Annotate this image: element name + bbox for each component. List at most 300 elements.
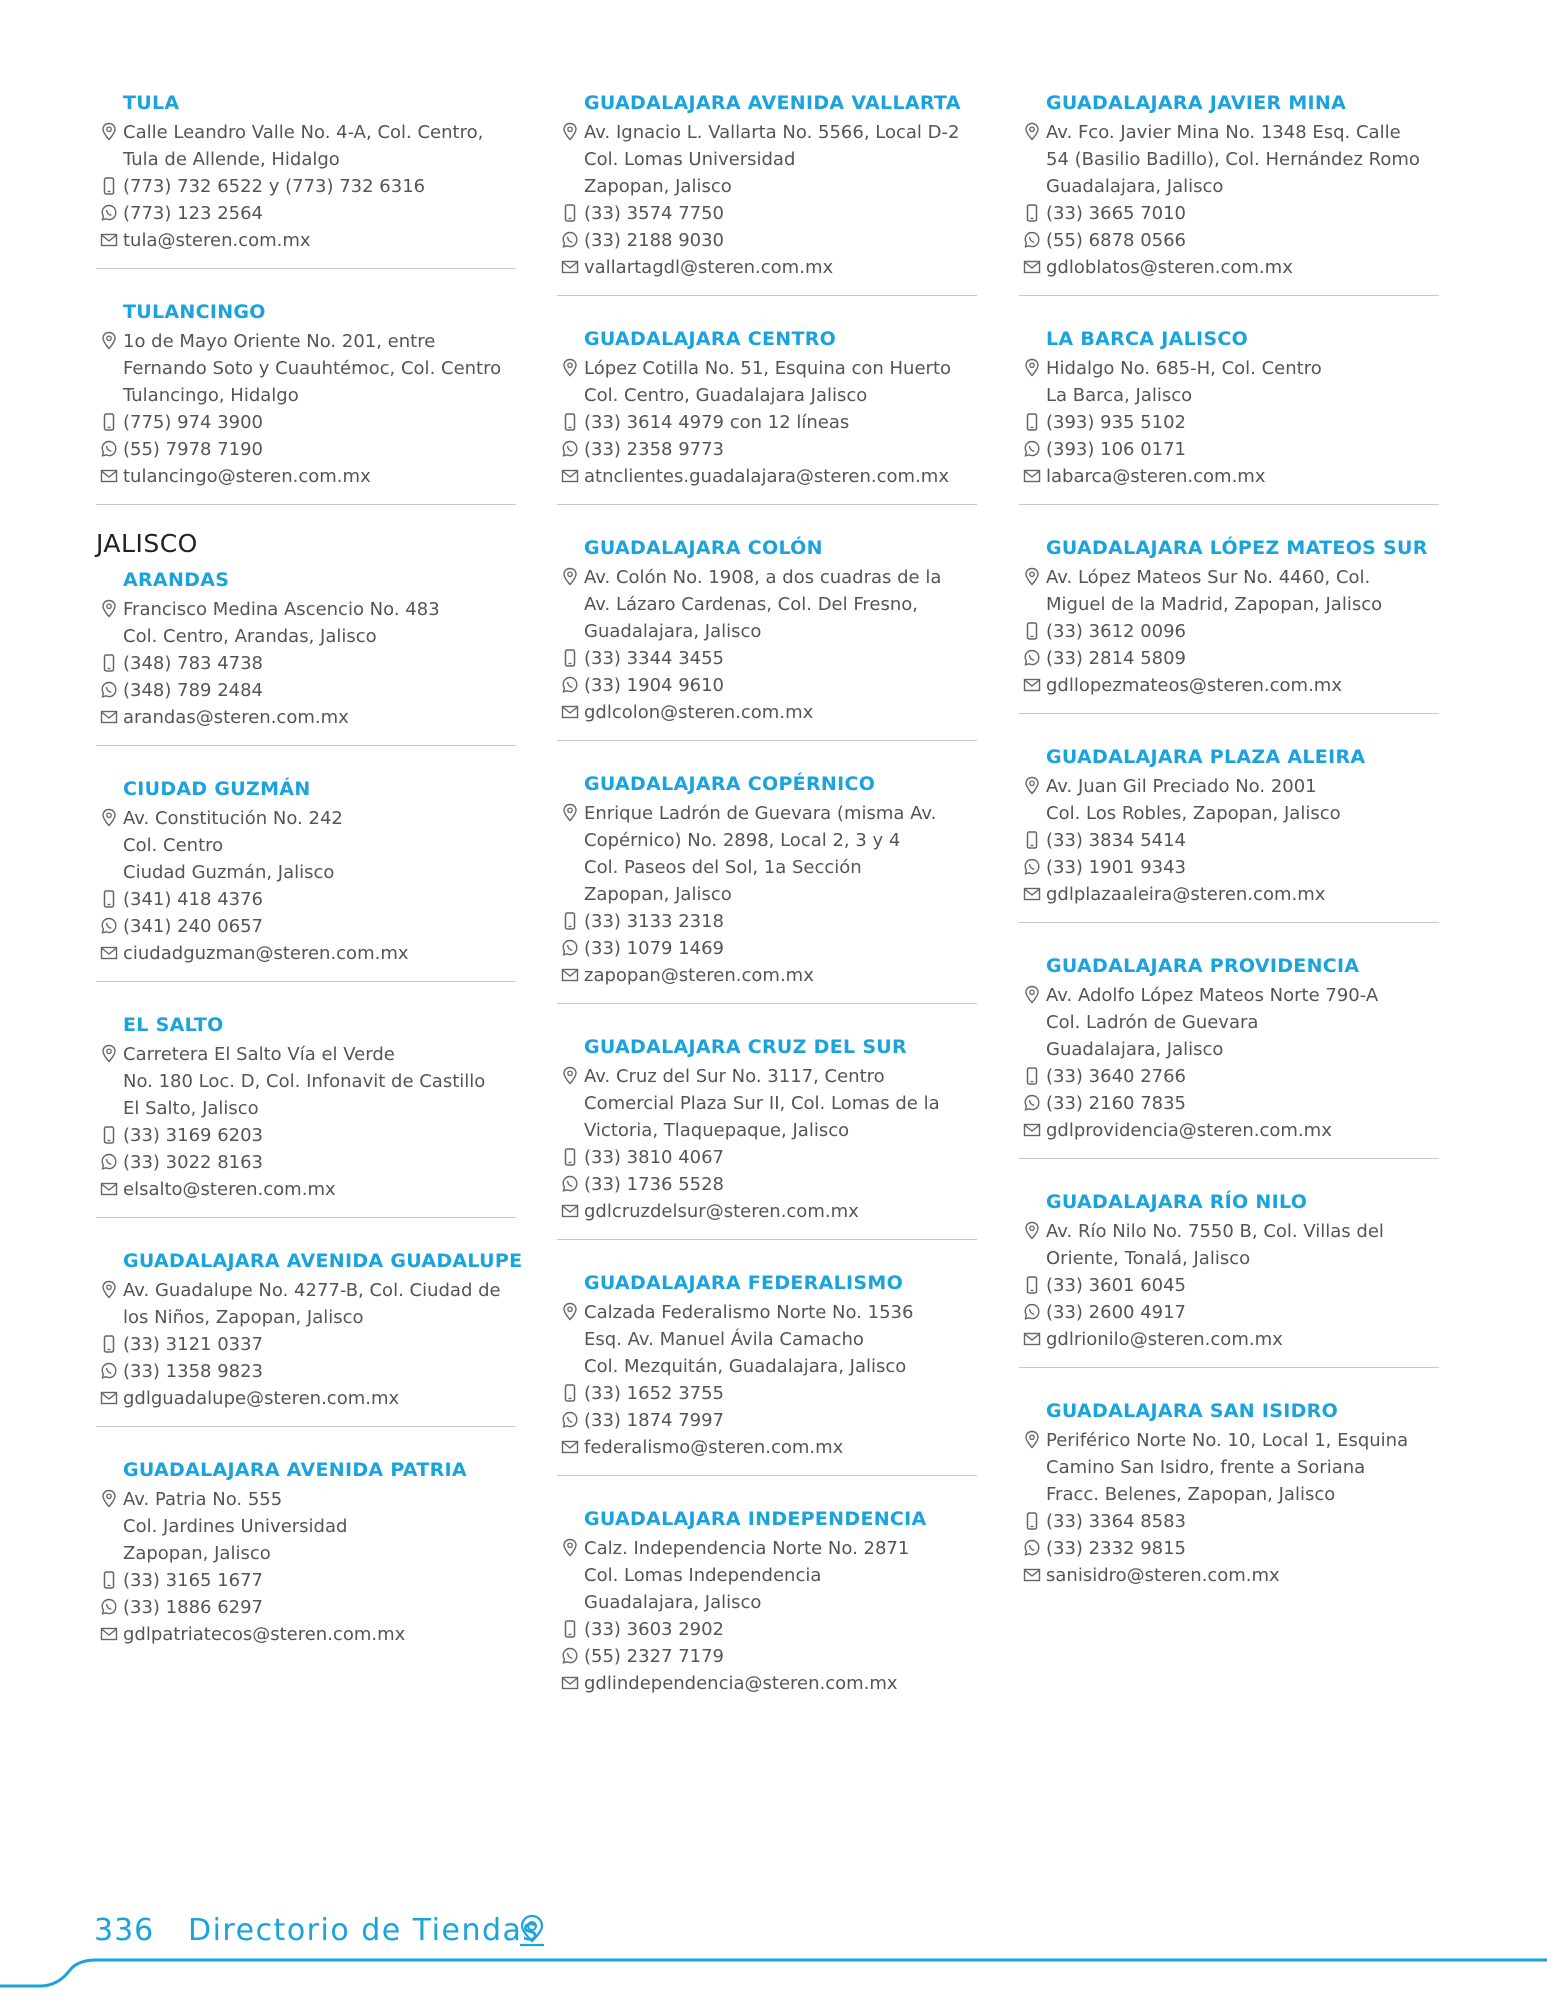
- store-phone: [123, 1567, 516, 1594]
- envelope-icon: [561, 1437, 579, 1457]
- location-pin-icon: [561, 1538, 579, 1558]
- address-line: Calz. Independencia Norte No. 2871: [584, 1538, 910, 1559]
- store-whatsapp: [123, 913, 516, 940]
- whatsapp-icon: [100, 1152, 118, 1172]
- store-name: GUADALAJARA COLÓN: [584, 537, 823, 559]
- envelope-icon: [561, 257, 579, 277]
- store-email-text[interactable]: federalismo@steren.com.mx: [584, 1437, 844, 1458]
- store-email-text[interactable]: gdlplazaaleira@steren.com.mx: [1046, 884, 1326, 905]
- phone-icon: [100, 653, 118, 673]
- envelope-icon: [100, 1388, 118, 1408]
- envelope-icon: [561, 466, 579, 486]
- store-email-text[interactable]: gdloblatos@steren.com.mx: [1046, 257, 1293, 278]
- store-address: [1046, 773, 1439, 827]
- store-email[interactable]: [584, 254, 977, 281]
- store-name: GUADALAJARA PROVIDENCIA: [1046, 955, 1360, 977]
- address-line: Col. Centro: [123, 835, 224, 856]
- address-line: Av. Río Nilo No. 7550 B, Col. Villas del: [1046, 1221, 1384, 1242]
- address-line: Enrique Ladrón de Guevara (misma Av.: [584, 803, 937, 824]
- store-whatsapp: [1046, 436, 1439, 463]
- store-email-text[interactable]: gdllopezmateos@steren.com.mx: [1046, 675, 1342, 696]
- phone-icon: [561, 203, 579, 223]
- store-phone-text: (775) 974 3900: [123, 412, 264, 433]
- store-address: [584, 355, 977, 409]
- store-address: [123, 1277, 516, 1331]
- phone-icon: [100, 412, 118, 432]
- store-name: GUADALAJARA RÍO NILO: [1046, 1191, 1308, 1213]
- address-line: Av. Constitución No. 242: [123, 808, 343, 829]
- store-entry: [1019, 1398, 1439, 1603]
- store-name: LA BARCA JALISCO: [1046, 328, 1249, 350]
- address-line: Guadalajara, Jalisco: [1046, 1039, 1224, 1060]
- store-whatsapp-text: (55) 6878 0566: [1046, 230, 1187, 251]
- store-entry: [557, 1034, 977, 1240]
- store-whatsapp: [123, 677, 516, 704]
- store-address: [1046, 1427, 1439, 1508]
- address-line: Fracc. Belenes, Zapopan, Jalisco: [1046, 1484, 1336, 1505]
- address-line: Col. Mezquitán, Guadalajara, Jalisco: [584, 1356, 907, 1377]
- store-email-text[interactable]: vallartagdl@steren.com.mx: [584, 257, 834, 278]
- store-email[interactable]: [1046, 672, 1439, 699]
- store-entry: [557, 326, 977, 505]
- store-whatsapp: [584, 672, 977, 699]
- address-line: Carretera El Salto Vía el Verde: [123, 1044, 395, 1065]
- store-whatsapp-text: (55) 2327 7179: [584, 1646, 725, 1667]
- address-line: Hidalgo No. 685-H, Col. Centro: [1046, 358, 1322, 379]
- phone-icon: [1023, 1066, 1041, 1086]
- store-address: [1046, 564, 1439, 618]
- store-whatsapp: [123, 200, 516, 227]
- store-phone: [123, 173, 516, 200]
- store-email-text[interactable]: arandas@steren.com.mx: [123, 707, 349, 728]
- location-pin-icon: [561, 122, 579, 142]
- envelope-icon: [1023, 1120, 1041, 1140]
- store-entry: [96, 90, 516, 269]
- location-pin-icon: [1023, 1221, 1041, 1241]
- address-line: Av. Cruz del Sur No. 3117, Centro: [584, 1066, 885, 1087]
- address-line: Av. Lázaro Cardenas, Col. Del Fresno,: [584, 594, 919, 615]
- store-phone-text: (393) 935 5102: [1046, 412, 1187, 433]
- page-number: 336: [94, 1913, 155, 1948]
- address-line: Av. Fco. Javier Mina No. 1348 Esq. Calle: [1046, 122, 1401, 143]
- store-whatsapp: [584, 1407, 977, 1434]
- store-name: GUADALAJARA PLAZA ALEIRA: [1046, 746, 1366, 768]
- phone-icon: [1023, 203, 1041, 223]
- store-entry: [96, 567, 516, 746]
- store-email-text[interactable]: tulancingo@steren.com.mx: [123, 466, 371, 487]
- store-phone-text: (33) 3133 2318: [584, 911, 725, 932]
- store-name: GUADALAJARA SAN ISIDRO: [1046, 1400, 1339, 1422]
- store-address: [584, 1299, 977, 1380]
- store-whatsapp-text: (33) 1079 1469: [584, 938, 725, 959]
- store-entry: [557, 90, 977, 296]
- store-whatsapp-text: (33) 1874 7997: [584, 1410, 725, 1431]
- store-entry: [1019, 744, 1439, 923]
- store-name: TULANCINGO: [123, 301, 266, 323]
- envelope-icon: [561, 1201, 579, 1221]
- store-email[interactable]: [1046, 1117, 1439, 1144]
- location-pin-icon: [1023, 1430, 1041, 1450]
- address-line: Col. Lomas Universidad: [584, 149, 796, 170]
- store-phone-text: (33) 3344 3455: [584, 648, 725, 669]
- location-pin-icon: [1023, 122, 1041, 142]
- address-line: La Barca, Jalisco: [1046, 385, 1193, 406]
- store-whatsapp-text: (33) 1901 9343: [1046, 857, 1187, 878]
- store-phone-text: (348) 783 4738: [123, 653, 264, 674]
- store-name: CIUDAD GUZMÁN: [123, 778, 311, 800]
- store-entry: [557, 771, 977, 1004]
- store-email-text[interactable]: sanisidro@steren.com.mx: [1046, 1565, 1280, 1586]
- store-entry: [1019, 1189, 1439, 1368]
- store-email[interactable]: [1046, 254, 1439, 281]
- phone-icon: [561, 648, 579, 668]
- map-pin-icon: [518, 1914, 546, 1948]
- address-line: Copérnico) No. 2898, Local 2, 3 y 4: [584, 830, 901, 851]
- envelope-icon: [100, 1179, 118, 1199]
- envelope-icon: [1023, 1565, 1041, 1585]
- phone-icon: [561, 1147, 579, 1167]
- address-line: Zapopan, Jalisco: [584, 176, 732, 197]
- envelope-icon: [100, 707, 118, 727]
- envelope-icon: [1023, 257, 1041, 277]
- directory-column: [557, 90, 977, 1741]
- store-directory: [0, 90, 1547, 1810]
- store-phone: [584, 1144, 977, 1171]
- address-line: Tula de Allende, Hidalgo: [123, 149, 340, 170]
- location-pin-icon: [100, 1280, 118, 1300]
- store-phone-text: (33) 3165 1677: [123, 1570, 264, 1591]
- store-email[interactable]: [584, 1434, 977, 1461]
- store-phone-text: (33) 3121 0337: [123, 1334, 264, 1355]
- store-email[interactable]: [123, 940, 516, 967]
- store-phone: [123, 1331, 516, 1358]
- address-line: Av. Adolfo López Mateos Norte 790-A: [1046, 985, 1379, 1006]
- store-entry: [96, 1248, 523, 1427]
- store-name: GUADALAJARA LÓPEZ MATEOS SUR: [1046, 537, 1428, 559]
- store-email[interactable]: [123, 1176, 516, 1203]
- store-phone-text: (33) 3612 0096: [1046, 621, 1187, 642]
- location-pin-icon: [561, 803, 579, 823]
- store-name: GUADALAJARA CRUZ DEL SUR: [584, 1036, 907, 1058]
- store-name: GUADALAJARA AVENIDA VALLARTA: [584, 92, 961, 114]
- store-whatsapp: [584, 935, 977, 962]
- store-phone: [123, 650, 516, 677]
- whatsapp-icon: [1023, 1538, 1041, 1558]
- whatsapp-icon: [100, 1361, 118, 1381]
- store-phone-text: (33) 3640 2766: [1046, 1066, 1187, 1087]
- address-line: Av. Colón No. 1908, a dos cuadras de la: [584, 567, 942, 588]
- whatsapp-icon: [561, 938, 579, 958]
- store-whatsapp-text: (33) 2358 9773: [584, 439, 725, 460]
- store-name: TULA: [123, 92, 180, 114]
- store-email-text[interactable]: elsalto@steren.com.mx: [123, 1179, 336, 1200]
- store-email[interactable]: [1046, 881, 1439, 908]
- address-line: Guadalajara, Jalisco: [584, 621, 762, 642]
- store-phone: [1046, 1063, 1439, 1090]
- directory-column: [96, 90, 523, 1692]
- address-line: Av. Ignacio L. Vallarta No. 5566, Local D-2: [584, 122, 960, 143]
- address-line: Comercial Plaza Sur II, Col. Lomas de la: [584, 1093, 940, 1114]
- whatsapp-icon: [100, 439, 118, 459]
- directory-column: [1019, 90, 1439, 1633]
- store-entry: [1019, 90, 1439, 296]
- address-line: Av. López Mateos Sur No. 4460, Col.: [1046, 567, 1371, 588]
- store-email-text[interactable]: atnclientes.guadalajara@steren.com.mx: [584, 466, 949, 487]
- phone-icon: [1023, 1511, 1041, 1531]
- envelope-icon: [1023, 466, 1041, 486]
- phone-icon: [1023, 621, 1041, 641]
- store-phone-text: (33) 3601 6045: [1046, 1275, 1187, 1296]
- address-line: Col. Centro, Guadalajara Jalisco: [584, 385, 868, 406]
- whatsapp-icon: [1023, 1093, 1041, 1113]
- store-whatsapp-text: (33) 1736 5528: [584, 1174, 725, 1195]
- whatsapp-icon: [561, 1646, 579, 1666]
- store-phone-text: (33) 1652 3755: [584, 1383, 725, 1404]
- store-whatsapp-text: (33) 3022 8163: [123, 1152, 264, 1173]
- store-whatsapp: [1046, 1090, 1439, 1117]
- address-line: los Niños, Zapopan, Jalisco: [123, 1307, 364, 1328]
- store-whatsapp-text: (33) 2814 5809: [1046, 648, 1187, 669]
- store-email[interactable]: [584, 699, 977, 726]
- address-line: Francisco Medina Ascencio No. 483: [123, 599, 440, 620]
- store-phone: [1046, 409, 1439, 436]
- store-entry: [557, 1506, 977, 1711]
- address-line: Col. Ladrón de Guevara: [1046, 1012, 1259, 1033]
- address-line: Zapopan, Jalisco: [584, 884, 732, 905]
- location-pin-icon: [100, 808, 118, 828]
- envelope-icon: [561, 1673, 579, 1693]
- envelope-icon: [561, 965, 579, 985]
- location-pin-icon: [561, 567, 579, 587]
- whatsapp-icon: [1023, 648, 1041, 668]
- store-whatsapp: [584, 436, 977, 463]
- store-email-text[interactable]: gdlprovidencia@steren.com.mx: [1046, 1120, 1332, 1141]
- store-whatsapp: [1046, 227, 1439, 254]
- location-pin-icon: [1023, 358, 1041, 378]
- store-name: GUADALAJARA COPÉRNICO: [584, 773, 876, 795]
- phone-icon: [100, 889, 118, 909]
- store-address: [1046, 982, 1439, 1063]
- store-whatsapp: [1046, 645, 1439, 672]
- location-pin-icon: [561, 1066, 579, 1086]
- store-email[interactable]: [123, 463, 516, 490]
- store-whatsapp-text: (33) 1886 6297: [123, 1597, 264, 1618]
- store-email[interactable]: [584, 463, 977, 490]
- store-email-text[interactable]: gdlcruzdelsur@steren.com.mx: [584, 1201, 859, 1222]
- location-pin-icon: [561, 358, 579, 378]
- address-line: Col. Centro, Arandas, Jalisco: [123, 626, 377, 647]
- store-phone: [1046, 618, 1439, 645]
- store-phone: [123, 1122, 516, 1149]
- store-phone: [584, 200, 977, 227]
- store-entry: [557, 1270, 977, 1476]
- address-line: Miguel de la Madrid, Zapopan, Jalisco: [1046, 594, 1383, 615]
- location-pin-icon: [100, 122, 118, 142]
- whatsapp-icon: [561, 1174, 579, 1194]
- store-entry: [1019, 953, 1439, 1159]
- store-whatsapp-text: (55) 7978 7190: [123, 439, 264, 460]
- envelope-icon: [1023, 884, 1041, 904]
- store-phone: [123, 409, 516, 436]
- address-line: Zapopan, Jalisco: [123, 1543, 271, 1564]
- store-phone: [1046, 200, 1439, 227]
- store-phone-text: (341) 418 4376: [123, 889, 264, 910]
- address-line: Col. Lomas Independencia: [584, 1565, 822, 1586]
- store-whatsapp-text: (348) 789 2484: [123, 680, 264, 701]
- location-pin-icon: [1023, 776, 1041, 796]
- store-entry: [96, 1012, 516, 1218]
- phone-icon: [561, 412, 579, 432]
- store-address: [584, 800, 977, 908]
- store-whatsapp: [1046, 1535, 1439, 1562]
- store-whatsapp: [123, 1149, 516, 1176]
- phone-icon: [561, 1619, 579, 1639]
- address-line: Col. Jardines Universidad: [123, 1516, 348, 1537]
- store-address: [123, 1041, 516, 1122]
- store-name: GUADALAJARA INDEPENDENCIA: [584, 1508, 927, 1530]
- store-entry: [96, 776, 516, 982]
- store-name: GUADALAJARA JAVIER MINA: [1046, 92, 1347, 114]
- address-line: Av. Guadalupe No. 4277-B, Col. Ciudad de: [123, 1280, 501, 1301]
- store-whatsapp-text: (773) 123 2564: [123, 203, 264, 224]
- location-pin-icon: [100, 331, 118, 351]
- phone-icon: [1023, 1275, 1041, 1295]
- store-phone-text: (33) 3169 6203: [123, 1125, 264, 1146]
- store-name: GUADALAJARA AVENIDA PATRIA: [123, 1459, 467, 1481]
- store-phone: [1046, 827, 1439, 854]
- store-address: [1046, 355, 1439, 409]
- store-phone: [123, 886, 516, 913]
- store-address: [123, 805, 516, 886]
- address-line: Av. Juan Gil Preciado No. 2001: [1046, 776, 1317, 797]
- phone-icon: [1023, 830, 1041, 850]
- store-email-text[interactable]: ciudadguzman@steren.com.mx: [123, 943, 409, 964]
- address-line: Camino San Isidro, frente a Soriana: [1046, 1457, 1366, 1478]
- address-line: López Cotilla No. 51, Esquina con Huerto: [584, 358, 952, 379]
- store-email-text[interactable]: gdlrionilo@steren.com.mx: [1046, 1329, 1283, 1350]
- store-address: [1046, 119, 1439, 200]
- whatsapp-icon: [1023, 230, 1041, 250]
- phone-icon: [561, 1383, 579, 1403]
- store-whatsapp-text: (33) 2600 4917: [1046, 1302, 1187, 1323]
- store-name: GUADALAJARA FEDERALISMO: [584, 1272, 904, 1294]
- store-phone-text: (33) 3614 4979 con 12 líneas: [584, 412, 850, 433]
- location-pin-icon: [100, 599, 118, 619]
- store-phone-text: (33) 3364 8583: [1046, 1511, 1187, 1532]
- store-email[interactable]: [123, 1385, 516, 1412]
- whatsapp-icon: [561, 230, 579, 250]
- store-whatsapp: [123, 1358, 516, 1385]
- store-phone-text: (773) 732 6522 y (773) 732 6316: [123, 176, 426, 197]
- store-whatsapp-text: (33) 2160 7835: [1046, 1093, 1187, 1114]
- address-line: Periférico Norte No. 10, Local 1, Esquina: [1046, 1430, 1409, 1451]
- address-line: Guadalajara, Jalisco: [584, 1592, 762, 1613]
- store-name: ARANDAS: [123, 569, 230, 591]
- address-line: Col. Los Robles, Zapopan, Jalisco: [1046, 803, 1341, 824]
- location-pin-icon: [1023, 567, 1041, 587]
- address-line: Calle Leandro Valle No. 4-A, Col. Centro,: [123, 122, 484, 143]
- store-address: [584, 564, 977, 645]
- store-email-text[interactable]: gdlpatriatecos@steren.com.mx: [123, 1624, 406, 1645]
- store-email[interactable]: [123, 227, 516, 254]
- store-email-text[interactable]: gdlguadalupe@steren.com.mx: [123, 1388, 400, 1409]
- store-whatsapp-text: (33) 2332 9815: [1046, 1538, 1187, 1559]
- whatsapp-icon: [561, 439, 579, 459]
- store-entry: [96, 1457, 516, 1662]
- store-email-text[interactable]: zapopan@steren.com.mx: [584, 965, 814, 986]
- store-email[interactable]: [584, 1198, 977, 1225]
- location-pin-icon: [100, 1489, 118, 1509]
- store-whatsapp: [1046, 1299, 1439, 1326]
- store-name: GUADALAJARA CENTRO: [584, 328, 837, 350]
- store-whatsapp-text: (393) 106 0171: [1046, 439, 1187, 460]
- store-address: [584, 1535, 977, 1616]
- store-phone: [584, 1616, 977, 1643]
- envelope-icon: [1023, 1329, 1041, 1349]
- store-email[interactable]: [1046, 1562, 1439, 1589]
- whatsapp-icon: [100, 680, 118, 700]
- store-phone-text: (33) 3834 5414: [1046, 830, 1187, 851]
- store-phone: [1046, 1272, 1439, 1299]
- envelope-icon: [1023, 675, 1041, 695]
- store-phone-text: (33) 3665 7010: [1046, 203, 1187, 224]
- address-line: Col. Paseos del Sol, 1a Sección: [584, 857, 862, 878]
- store-email-text[interactable]: gdlindependencia@steren.com.mx: [584, 1673, 898, 1694]
- store-whatsapp: [584, 227, 977, 254]
- store-email[interactable]: [123, 1621, 516, 1648]
- envelope-icon: [100, 1624, 118, 1644]
- store-address: [123, 328, 516, 409]
- store-entry: [1019, 535, 1439, 714]
- store-email[interactable]: [123, 704, 516, 731]
- address-line: Oriente, Tonalá, Jalisco: [1046, 1248, 1251, 1269]
- store-entry: [1019, 326, 1439, 505]
- store-whatsapp-text: (33) 1358 9823: [123, 1361, 264, 1382]
- location-pin-icon: [561, 1302, 579, 1322]
- whatsapp-icon: [100, 1597, 118, 1617]
- store-entry: [557, 535, 977, 741]
- store-address: [123, 1486, 516, 1567]
- store-email-text[interactable]: gdlcolon@steren.com.mx: [584, 702, 814, 723]
- store-email-text[interactable]: labarca@steren.com.mx: [1046, 466, 1266, 487]
- address-line: El Salto, Jalisco: [123, 1098, 259, 1119]
- store-email-text[interactable]: tula@steren.com.mx: [123, 230, 311, 251]
- whatsapp-icon: [100, 203, 118, 223]
- phone-icon: [100, 1570, 118, 1590]
- whatsapp-icon: [561, 675, 579, 695]
- store-name: EL SALTO: [123, 1014, 224, 1036]
- store-phone: [584, 645, 977, 672]
- address-line: 54 (Basilio Badillo), Col. Hernández Romo: [1046, 149, 1420, 170]
- store-email[interactable]: [1046, 1326, 1439, 1353]
- phone-icon: [100, 1334, 118, 1354]
- store-email[interactable]: [584, 962, 977, 989]
- store-whatsapp-text: (33) 1904 9610: [584, 675, 725, 696]
- store-address: [1046, 1218, 1439, 1272]
- address-line: Guadalajara, Jalisco: [1046, 176, 1224, 197]
- address-line: Tulancingo, Hidalgo: [123, 385, 299, 406]
- phone-icon: [100, 176, 118, 196]
- store-email[interactable]: [584, 1670, 977, 1697]
- address-line: Ciudad Guzmán, Jalisco: [123, 862, 335, 883]
- address-line: Fernando Soto y Cuauhtémoc, Col. Centro: [123, 358, 502, 379]
- envelope-icon: [100, 230, 118, 250]
- location-pin-icon: [100, 1044, 118, 1064]
- envelope-icon: [100, 943, 118, 963]
- store-whatsapp: [123, 436, 516, 463]
- store-email[interactable]: [1046, 463, 1439, 490]
- address-line: Esq. Av. Manuel Ávila Camacho: [584, 1329, 864, 1350]
